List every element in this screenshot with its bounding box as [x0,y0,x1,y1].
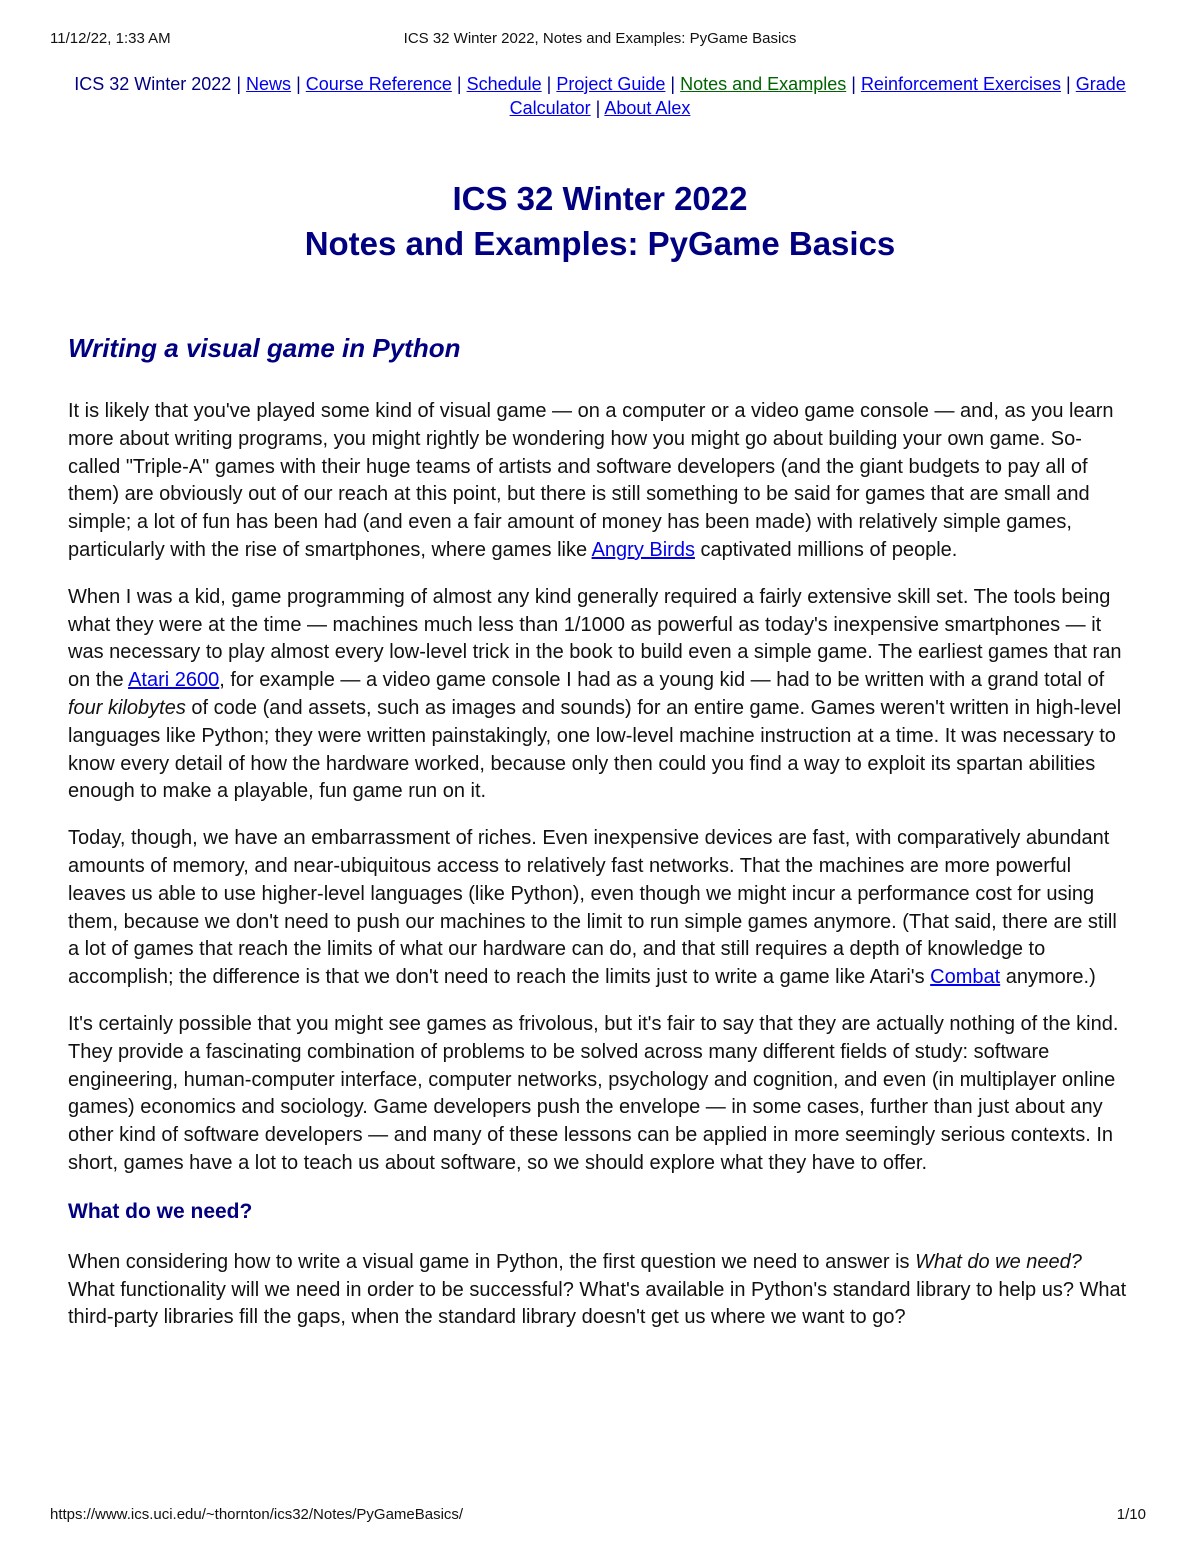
print-date: 11/12/22, 1:33 AM [50,30,171,47]
section-heading-writing-a-visual-game: Writing a visual game in Python [68,333,461,363]
main-content [68,330,1132,1351]
page-number: 1/10 [1116,1506,1146,1523]
nav-separator: | [670,74,676,94]
nav-link-reinforcement-exercises[interactable]: Reinforcement Exercises [860,74,1062,94]
nav-separator: | [236,74,242,94]
page-title-course: ICS 32 Winter 2022 [452,180,748,217]
nav-link-project-guide[interactable]: Project Guide [556,74,666,94]
paragraph-intro [68,398,1132,565]
paragraph-today [68,825,1132,992]
nav-link-news[interactable]: News [246,74,292,94]
nav-separator: | [595,98,601,118]
link-combat[interactable]: Combat [930,966,1001,989]
paragraph-text: When considering how to write a visual game in Python, the first question we need to answer is [68,1250,916,1273]
paragraph-text: What functionality will we need in order to be successful? What's available in Python's standard library to help us? What third-party libraries fill the gaps, when the standard library doesn't get us where we want to go? [68,1278,1127,1329]
nav-course-name: ICS 32 Winter 2022 [74,74,232,94]
paragraph-text: , for example — a video game console I had as a young kid — had to be written with a grand total of [219,669,1105,692]
paragraph-text: anymore.) [1000,966,1096,989]
paragraph-text: of code (and assets, such as images and sounds) for an entire game. Games weren't written in high-level languages like Python; they were written painstakingly, one low-level machine instruction at a time. It was necessary to know every detail of how the hardware worked, because only then could you find a way to exploit its spartan abilities enough to make a playable, fun game run on it. [68,696,1122,803]
nav-link-course-reference[interactable]: Course Reference [305,74,452,94]
section-heading-what-do-we-need: What do we need? [68,1199,253,1223]
nav-separator: | [851,74,856,94]
paragraph-text: It is likely that you've played some kind of visual game — on a computer or a video game console — and, as you learn more about writing programs, you might rightly be wondering how you might go about building your own game. So-called "Triple-A" games with their huge teams of artists and software developers (and the giant budgets to pay all of them) are obviously out of our reach at this point, but there is still something to be said for games that are small and simple; a lot of fun has been had (and even a fair amount of money has been made) with relatively simple games, particularly with the rise of smartphones, where games like [68,400,1114,561]
emphasis-what-do-we-need: What do we need? [915,1250,1082,1273]
course-nav [68,72,1132,120]
nav-link-grade-calculator[interactable]: Grade Calculator [509,74,1126,118]
print-header [0,28,1200,50]
print-url: https://www.ics.uci.edu/~thornton/ics32/Notes/PyGameBasics/ [50,1506,464,1523]
paragraph-text: When I was a kid, game programming of almost any kind generally required a fairly extensive skill set. The tools being what they were at the time — machines much less than 1/1000 as powerful as today's inexpensive smartphones — it was necessary to play almost every low-level trick in the book to build even a simple game. The earliest games that ran on the [68,585,1122,692]
print-footer [0,1504,1200,1526]
nav-separator: | [456,74,462,94]
nav-link-notes-and-examples[interactable]: Notes and Examples [680,74,847,94]
link-angry-birds[interactable]: Angry Birds [591,538,695,561]
nav-link-about-alex[interactable]: About Alex [604,98,691,118]
paragraph-what-do-we-need [68,1249,1132,1332]
link-atari-2600[interactable]: Atari 2600 [128,669,220,692]
paragraph-text: Today, though, we have an embarrassment of riches. Even inexpensive devices are fast, with comparatively abundant amounts of memory, and near-ubiquitous access to relatively fast networks. That the machines are more powerful leaves us able to use higher-level languages (like Python), even though we might incur a performance cost for using them, because we don't need to push our machines to the limit to run simple games anymore. (That said, there are still a lot of games that reach the limits of what our hardware can do, and that still requires a depth of knowledge to accomplish; the difference is that we don't need to reach the limits just to write a game like Atari's [68,827,1117,989]
emphasis-four-kilobytes: four kilobytes [68,696,186,719]
nav-separator: | [546,74,552,94]
nav-link-schedule[interactable]: Schedule [466,74,542,94]
page-title [0,176,1200,266]
paragraph-games-value: It's certainly possible that you might see games as frivolous, but it's fair to say that they are actually nothing of the kind. They provide a fascinating combination of problems to be solved across many different fields of study: software engineering, human-computer interface, computer networks, psychology and cognition, and even (in multiplayer online games) economics and sociology. Game developers push the envelope — in some cases, further than just about any other kind of software developers — and many of these lessons can be applied in more seemingly serious contexts. In short, games have a lot to teach us about software, so we should explore what they have to offer. [68,1012,1119,1174]
print-page-title: ICS 32 Winter 2022, Notes and Examples: PyGame Basics [403,30,797,47]
nav-separator: | [296,74,301,94]
paragraph-text: captivated millions of people. [694,538,958,561]
paragraph-history [68,584,1132,806]
page-title-topic: Notes and Examples: PyGame Basics [304,225,896,262]
nav-separator: | [1066,74,1071,94]
